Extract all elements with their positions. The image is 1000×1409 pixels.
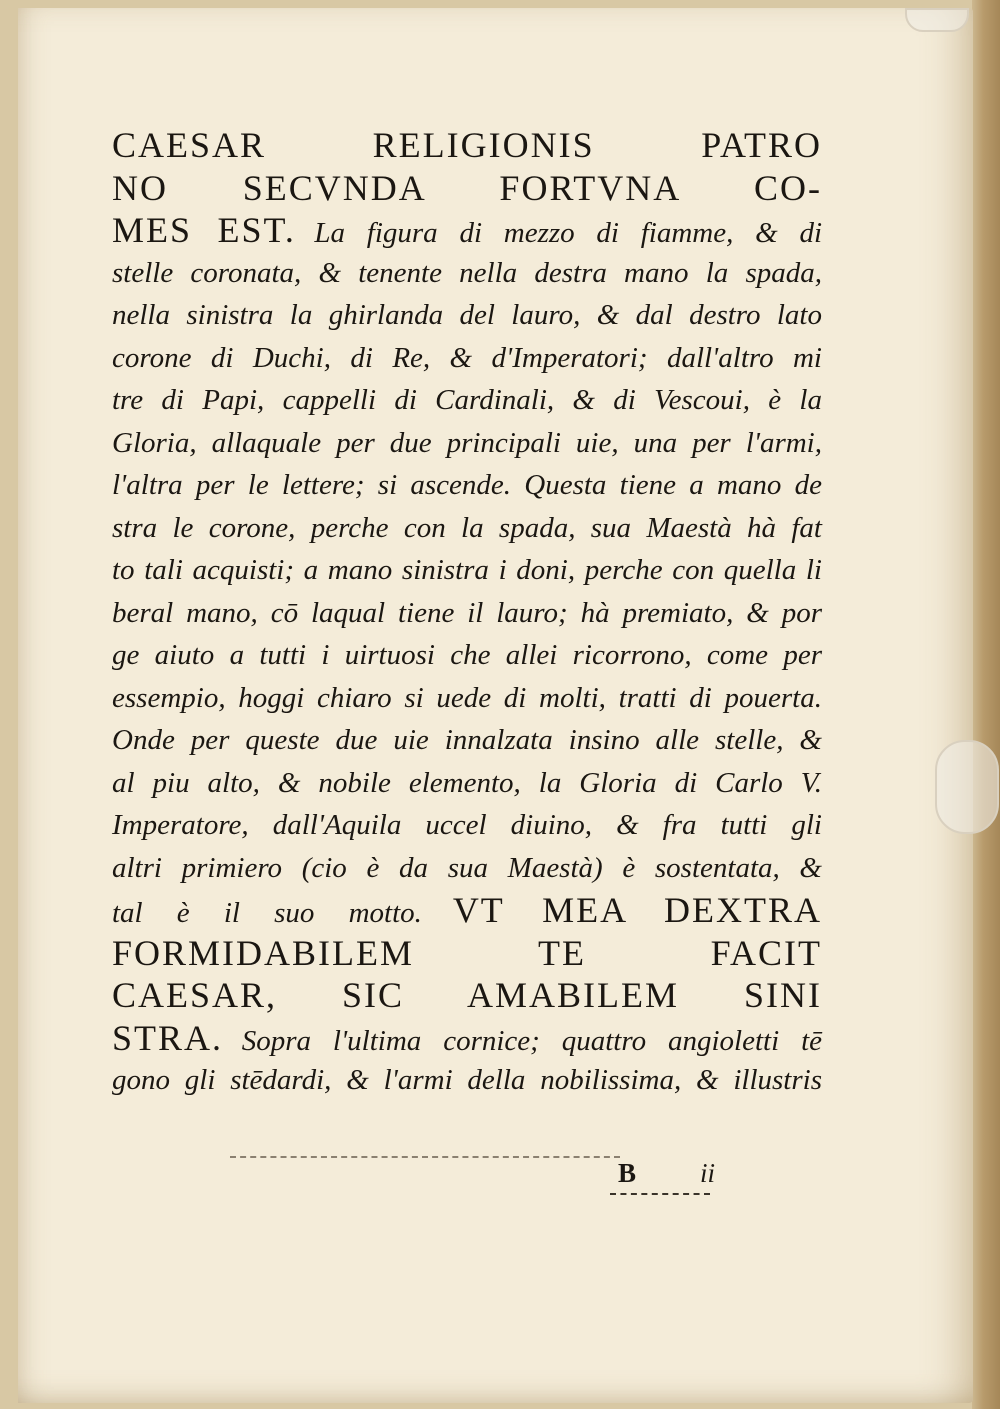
text-line: [112, 719, 822, 762]
text-line: [112, 634, 822, 677]
text-line: [112, 549, 822, 592]
italic-text: stelle coronata, & tenente nella destra mano la spada,: [112, 256, 822, 289]
text-line: [112, 847, 822, 890]
text-line: [112, 592, 822, 635]
signature-letter: B: [618, 1158, 637, 1188]
italic-text: altri primiero (cio è da sua Maestà) è sostentata, &: [112, 851, 822, 884]
italic-text: Gloria, allaquale per due principali uie, una per l'armi,: [112, 426, 822, 459]
text-line: [112, 337, 822, 380]
text-line: [112, 1059, 822, 1102]
text-line: [112, 464, 822, 507]
italic-text: beral mano, cō laqual tiene il lauro; hà premiato, & por: [112, 596, 822, 629]
italic-text: Onde per queste due uie innalzata insino alle stelle, &: [112, 724, 822, 756]
caps-text: CAESAR, SIC AMABILEM SINI: [112, 975, 822, 1015]
italic-text: l'altra per le lettere; si ascende. Questa tiene a mano de: [112, 469, 822, 501]
italic-text: tal è il suo motto.: [112, 897, 422, 929]
italic-text: al piu alto, & nobile elemento, la Gloria di Carlo V.: [112, 766, 822, 799]
text-line: [112, 252, 822, 295]
caps-text: CAESAR RELIGIONIS PATRO: [112, 125, 822, 165]
italic-text: Sopra l'ultima cornice; quattro angioletti tē: [241, 1024, 822, 1057]
text-line: [112, 762, 822, 805]
page-tab-top: [905, 8, 969, 32]
text-line: [112, 209, 822, 252]
text-line: [112, 804, 822, 847]
caps-text: MES EST.: [112, 210, 296, 250]
italic-text: gono gli stēdardi, & l'armi della nobilissima, & illustris: [112, 1064, 822, 1096]
text-line: [112, 677, 822, 720]
text-line: [112, 1017, 822, 1060]
text-line: [112, 507, 822, 550]
italic-text: to tali acquisti; a mano sinistra i doni, perche con quella li: [112, 554, 822, 586]
text-line: [112, 932, 822, 975]
italic-text: La figura di mezzo di fiamme, & di: [314, 217, 823, 249]
text-line: [112, 422, 822, 465]
italic-text: essempio, hoggi chiaro si uede di molti, tratti di pouerta.: [112, 681, 822, 714]
text-line: [112, 889, 822, 932]
bottom-rule: [230, 1156, 620, 1158]
italic-text: nella sinistra la ghirlanda del lauro, & dal destro lato: [112, 299, 822, 331]
page-edge: [972, 0, 1000, 1409]
body-text: [112, 124, 822, 1102]
text-line: [112, 124, 822, 167]
italic-text: ge aiuto a tutti i uirtuosi che allei ricorrono, come per: [112, 639, 822, 671]
text-line: [112, 974, 822, 1017]
signature-number: ii: [700, 1158, 716, 1188]
caps-text: NO SECVNDA FORTVNA CO-: [112, 167, 822, 208]
text-line: [112, 167, 822, 210]
italic-text: corone di Duchi, di Re, & d'Imperatori; dall'altro mi: [112, 341, 822, 374]
italic-text: Imperatore, dall'Aquila uccel diuino, & fra tutti gli: [112, 809, 822, 841]
page-tab-side: [935, 740, 999, 834]
italic-text: stra le corone, perche con la spada, sua Maestà hà fat: [112, 511, 822, 544]
text-line: [112, 379, 822, 422]
text-line: [112, 294, 822, 337]
signature-underline: [610, 1193, 710, 1195]
caps-text: STRA.: [112, 1017, 224, 1058]
caps-text: FORMIDABILEM TE FACIT: [112, 932, 822, 973]
caps-text: VT MEA DEXTRA: [452, 890, 822, 930]
italic-text: tre di Papi, cappelli di Cardinali, & di Vescoui, è la: [112, 384, 822, 416]
